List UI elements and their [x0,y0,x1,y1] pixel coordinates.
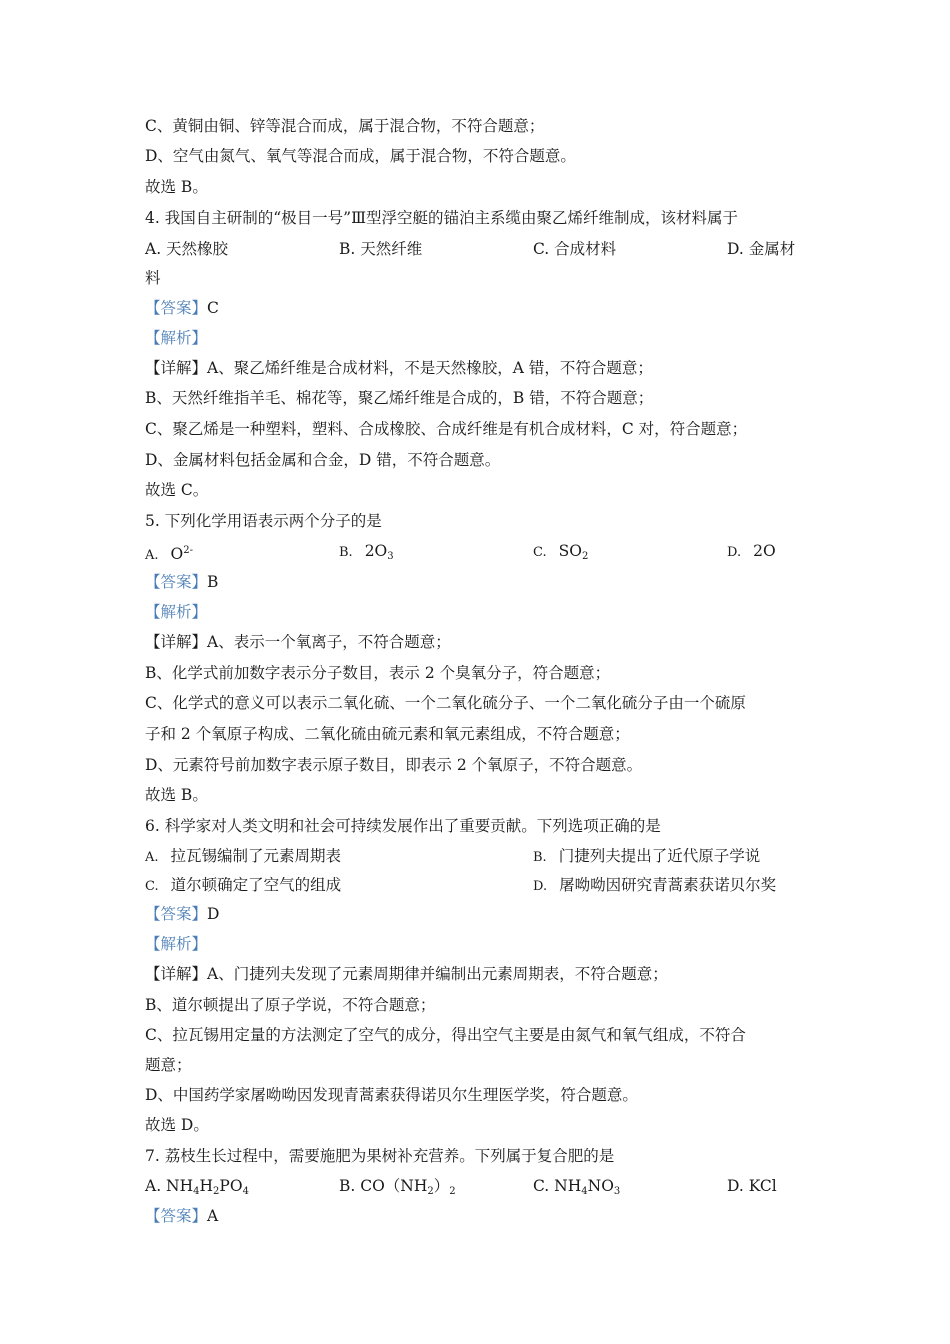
answer-line [145,572,805,592]
formula: A. NH [145,1177,194,1195]
subscript: 4 [581,1186,588,1197]
q7-option-b [339,1176,456,1202]
text-line: 故选 B。 [145,178,208,196]
question-4: 4. 我国自主研制的“极目一号”Ⅲ型浮空艇的锚泊主系缆由聚乙烯纤维制成，该材料属于 [145,209,739,227]
text-line: D、金属材料包括金属和合金，D 错，不符合题意。 [145,451,501,469]
option-letter: B. [339,545,353,560]
option-text: 门捷列夫提出了近代原子学说 [558,847,761,865]
detail-text: A、门捷列夫发现了元素周期律并编制出元素周期表，不符合题意； [207,965,668,983]
text-line: B、天然纤维指羊毛、棉花等，聚乙烯纤维是合成的，B 错，不符合题意； [145,389,654,407]
q5-option-a [145,541,193,566]
answer-value: A [207,1207,219,1225]
subscript: 2 [581,551,589,562]
text-line: 故选 C。 [145,481,209,499]
text-line: 故选 B。 [145,786,208,804]
option-letter: A. [145,850,159,865]
option-letter: C. [145,879,159,894]
detail-text: A、聚乙烯纤维是合成材料，不是天然橡胶，A 错，不符合题意； [207,359,653,377]
answer-label: 【答案】 [145,299,208,317]
formula: PO [219,1177,243,1195]
detail-line [145,632,805,652]
q5-option-c [533,541,588,567]
detail-line [145,358,805,378]
answer-line [145,1206,805,1226]
answer-value: C [207,299,219,317]
text-line: C、拉瓦锡用定量的方法测定了空气的成分，得出空气主要是由氮气和氧气组成，不符合 [145,1026,746,1044]
subscript: 3 [387,551,394,562]
formula: D. KCl [727,1177,777,1195]
superscript: 2- [183,545,193,556]
formula: B. CO（NH [339,1177,428,1195]
q6-option-d [533,875,776,897]
formula: 2O [753,542,776,560]
answer-value: D [207,905,220,923]
q5-option-d [727,541,776,563]
text-line: D、中国药学家屠呦呦因发现青蒿素获得诺贝尔生理医学奖，符合题意。 [145,1086,638,1104]
q7-option-c [533,1176,620,1202]
text-line: C、聚乙烯是一种塑料，塑料、合成橡胶、合成纤维是有机合成材料，C 对，符合题意； [145,420,748,438]
q7-option-d [727,1176,777,1196]
formula: 2O [364,542,388,560]
q4-option-d: D. 金属材 [727,240,796,258]
option-letter: C. [533,545,547,560]
text-line: C、黄铜由铜、锌等混合而成，属于混合物，不符合题意； [145,117,545,135]
detail-label: 【详解】 [145,633,208,651]
detail-line [145,964,805,984]
option-letter: D. [727,545,742,560]
detail-label: 【详解】 [145,359,208,377]
text-line: D、空气由氮气、氧气等混合而成，属于混合物，不符合题意。 [145,147,576,165]
text-line: B、道尔顿提出了原子学说，不符合题意； [145,996,436,1014]
option-text: 屠呦呦因研究青蒿素获诺贝尔奖 [559,876,777,894]
q5-option-b [339,541,394,567]
formula: C. NH [533,1177,582,1195]
option-text: 拉瓦锡编制了元素周期表 [170,847,342,865]
question-5: 5. 下列化学用语表示两个分子的是 [145,512,382,530]
q4-option-b: B. 天然纤维 [339,240,423,258]
formula: H [199,1177,214,1195]
answer-label: 【答案】 [145,573,208,591]
question-6: 6. 科学家对人类文明和社会可持续发展作出了重要贡献。下列选项正确的是 [145,817,661,835]
q4-option-c: C. 合成材料 [533,240,617,258]
question-7: 7. 荔枝生长过程中，需要施肥为果树补充营养。下列属于复合肥的是 [145,1147,615,1165]
text-line: 子和 2 个氧原子构成、二氧化硫由硫元素和氧元素组成，不符合题意； [145,725,630,743]
formula: O [170,545,184,563]
text-line: 料 [145,269,161,287]
q6-option-a [145,846,341,868]
q6-option-b [533,846,760,868]
subscript: 2 [427,1186,434,1197]
option-letter: D. [533,879,548,894]
answer-label: 【答案】 [145,905,208,923]
detail-text: A、表示一个氧离子，不符合题意； [207,633,451,651]
subscript: 4 [193,1186,200,1197]
answer-value: B [207,573,219,591]
analysis-label: 【解析】 [145,935,208,953]
answer-line [145,904,805,924]
detail-label: 【详解】 [145,965,208,983]
subscript: 2 [213,1186,220,1197]
subscript: 2 [449,1186,456,1197]
text-line: B、化学式前加数字表示分子数目，表示 2 个臭氧分子，符合题意； [145,664,611,682]
answer-line [145,298,805,318]
subscript: 4 [242,1186,249,1197]
text-line: 故选 D。 [145,1116,209,1134]
q4-option-a: A. 天然橡胶 [145,240,229,258]
q7-option-a [145,1176,249,1202]
option-letter: A. [145,548,159,563]
analysis-label: 【解析】 [145,329,208,347]
option-text: 道尔顿确定了空气的组成 [170,876,342,894]
analysis-label: 【解析】 [145,603,208,621]
answer-label: 【答案】 [145,1207,208,1225]
text-line: D、元素符号前加数字表示原子数目，即表示 2 个氧原子，不符合题意。 [145,756,643,774]
formula: NO [587,1177,614,1195]
formula: SO [558,542,582,560]
subscript: 3 [613,1186,621,1197]
text-line: C、化学式的意义可以表示二氧化硫、一个二氧化硫分子、一个二氧化硫分子由一个硫原 [145,694,746,712]
option-letter: B. [533,850,547,865]
formula: ） [433,1177,450,1195]
q6-option-c [145,875,341,897]
text-line: 题意； [145,1056,192,1074]
